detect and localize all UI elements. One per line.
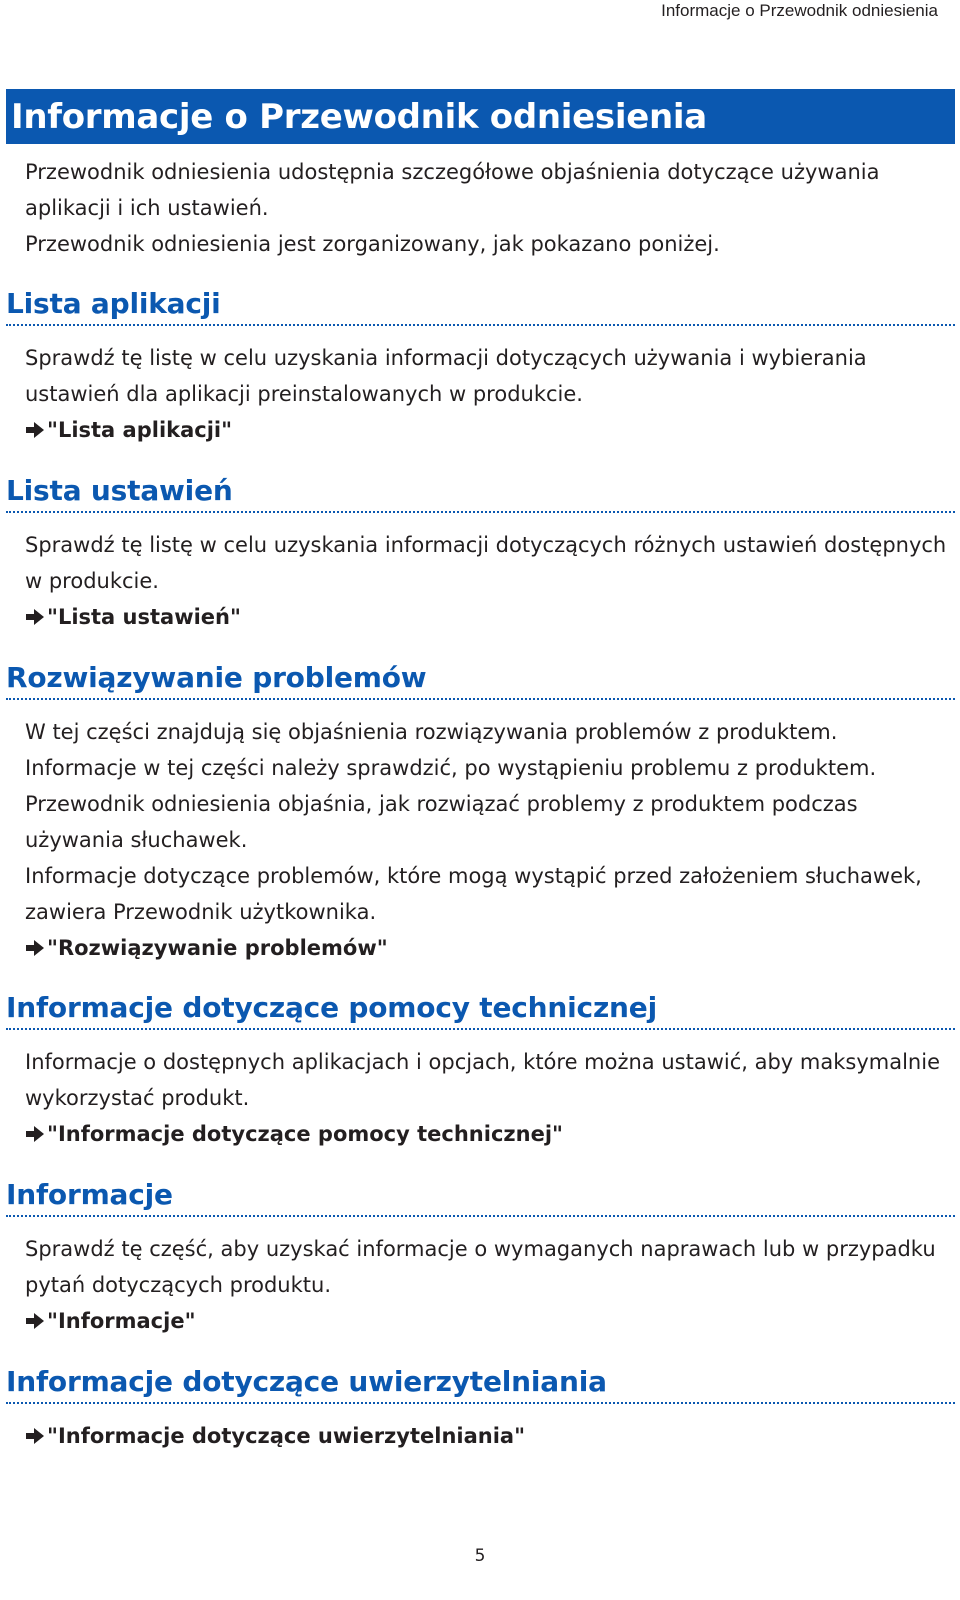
arrow-right-icon	[25, 1311, 45, 1331]
link-informacje[interactable]	[25, 1303, 955, 1339]
link-label[interactable]: "Informacje dotyczące uwierzytelniania"	[47, 1424, 526, 1448]
running-header: Informacje o Przewodnik odniesienia	[661, 1, 938, 20]
section-paragraph: Przewodnik odniesienia objaśnia, jak rozwiązać problemy z produktem podczas używania słuchawek.	[25, 792, 858, 852]
page-title-bar	[6, 89, 955, 144]
section-paragraph: Informacje dotyczące problemów, które mogą wystąpić przed założeniem słuchawek, zawiera Przewodnik użytkownika.	[25, 864, 922, 924]
link-lista-ustawien[interactable]	[25, 599, 955, 635]
section-paragraph: Sprawdź tę listę w celu uzyskania informacji dotyczących używania i wybierania ustawień dla aplikacji preinstalowanych w produkcie.	[25, 346, 867, 406]
section-body-lista-aplikacji	[25, 340, 955, 448]
section-body-rozwiazywanie-problemow	[25, 714, 955, 966]
section-paragraph: Informacje w tej części należy sprawdzić, po wystąpieniu problemu z produktem.	[25, 756, 877, 780]
section-heading-informacje: Informacje	[6, 1175, 955, 1217]
section-heading-pomoc-techniczna: Informacje dotyczące pomocy technicznej	[6, 988, 955, 1030]
section-paragraph: W tej części znajdują się objaśnienia rozwiązywania problemów z produktem.	[25, 720, 838, 744]
section-heading-rozwiazywanie-problemow: Rozwiązywanie problemów	[6, 658, 955, 700]
link-label[interactable]: "Lista ustawień"	[47, 605, 241, 629]
arrow-right-icon	[25, 420, 45, 440]
link-lista-aplikacji[interactable]	[25, 412, 955, 448]
arrow-right-icon	[25, 607, 45, 627]
section-body-pomoc-techniczna	[25, 1044, 955, 1152]
section-paragraph: Sprawdź tę część, aby uzyskać informacje o wymaganych naprawach lub w przypadku pytań dotyczących produktu.	[25, 1237, 936, 1297]
link-rozwiazywanie-problemow[interactable]	[25, 930, 955, 966]
section-body-uwierzytelnianie	[25, 1418, 955, 1454]
arrow-right-icon	[25, 1426, 45, 1446]
arrow-right-icon	[25, 1124, 45, 1144]
page-title: Informacje o Przewodnik odniesienia	[11, 96, 707, 137]
page-number: 5	[474, 1546, 486, 1566]
section-body-informacje	[25, 1231, 955, 1339]
section-paragraph: Informacje o dostępnych aplikacjach i opcjach, które można ustawić, aby maksymalnie wykorzystać produkt.	[25, 1050, 940, 1110]
section-paragraph: Sprawdź tę listę w celu uzyskania informacji dotyczących różnych ustawień dostępnych w produkcie.	[25, 533, 947, 593]
link-label[interactable]: "Informacje dotyczące pomocy technicznej"	[47, 1122, 563, 1146]
section-heading-lista-ustawien: Lista ustawień	[6, 471, 955, 513]
link-label[interactable]: "Lista aplikacji"	[47, 418, 233, 442]
intro-paragraph: Przewodnik odniesienia udostępnia szczegółowe objaśnienia dotyczące używania aplikacji i ich ustawień.	[25, 160, 880, 220]
intro-paragraph-2: Przewodnik odniesienia jest zorganizowany, jak pokazano poniżej.	[25, 232, 720, 256]
section-heading-uwierzytelnianie: Informacje dotyczące uwierzytelniania	[6, 1362, 955, 1404]
link-pomoc-techniczna[interactable]	[25, 1116, 955, 1152]
link-label[interactable]: "Rozwiązywanie problemów"	[47, 936, 388, 960]
section-heading-lista-aplikacji: Lista aplikacji	[6, 284, 955, 326]
link-label[interactable]: "Informacje"	[47, 1309, 196, 1333]
link-uwierzytelnianie[interactable]	[25, 1418, 955, 1454]
arrow-right-icon	[25, 938, 45, 958]
section-body-lista-ustawien	[25, 527, 955, 635]
